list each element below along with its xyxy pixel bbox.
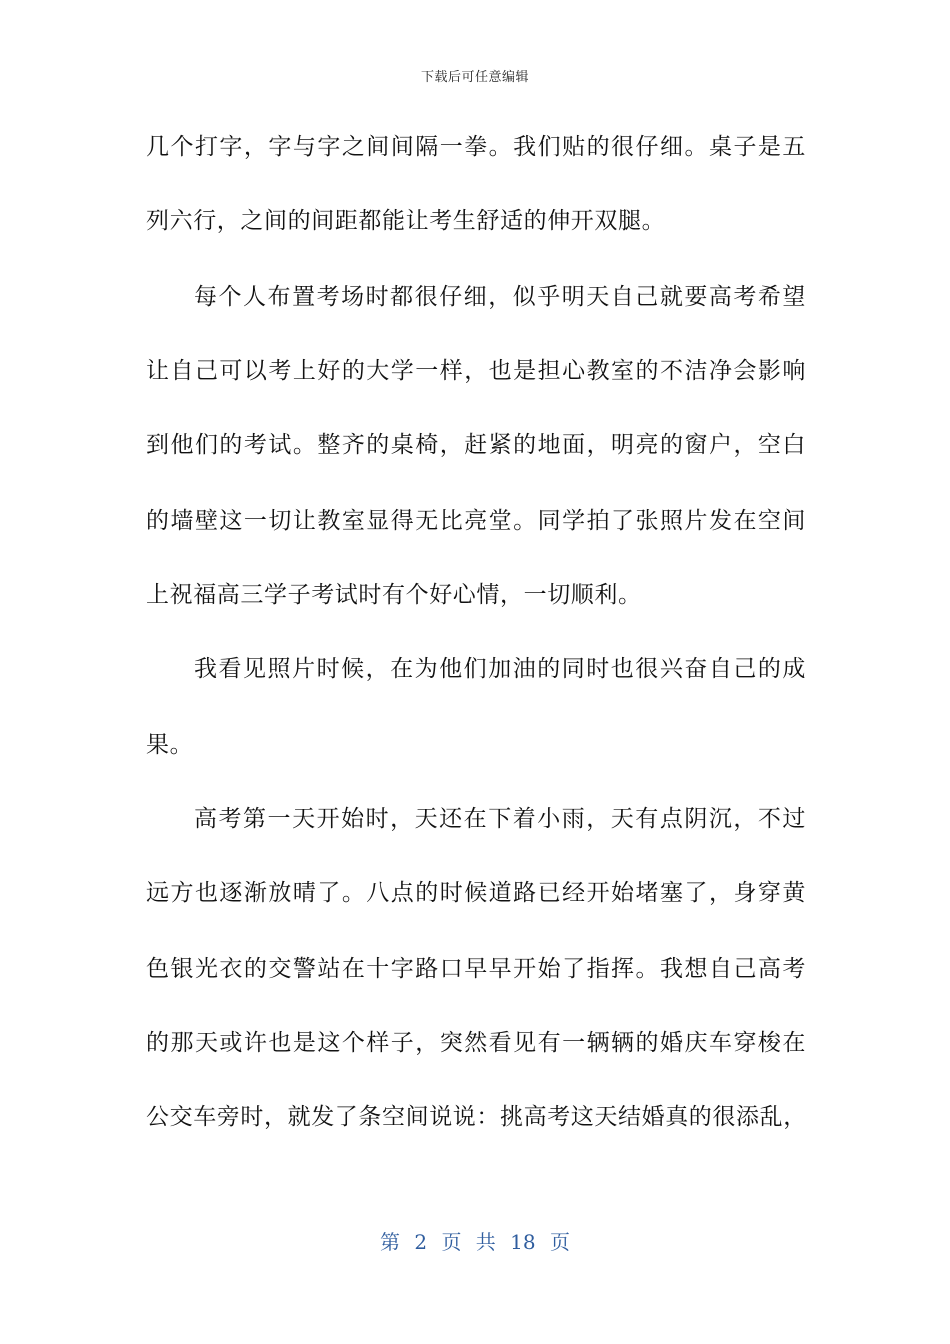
page-footer: 第 2 页 共 18 页 bbox=[380, 1230, 570, 1254]
text-line: 让自己可以考上好的大学一样，也是担心教室的不洁净会影响 bbox=[146, 358, 806, 384]
text-line: 的墙壁这一切让教室显得无比亮堂。同学拍了张照片发在空间 bbox=[146, 508, 806, 534]
text-line: 到他们的考试。整齐的桌椅，赶紧的地面，明亮的窗户，空白 bbox=[146, 432, 806, 458]
text-line: 我看见照片时候，在为他们加油的同时也很兴奋自己的成 bbox=[194, 656, 806, 682]
text-line: 高考第一天开始时，天还在下着小雨，天有点阴沉，不过 bbox=[194, 806, 806, 832]
page-header: 下载后可任意编辑 bbox=[420, 70, 529, 85]
text-line: 每个人布置考场时都很仔细，似乎明天自己就要高考希望 bbox=[194, 284, 806, 310]
text-line: 远方也逐渐放晴了。八点的时候道路已经开始堵塞了，身穿黄 bbox=[146, 880, 806, 906]
text-line: 色银光衣的交警站在十字路口早早开始了指挥。我想自己高考 bbox=[146, 956, 806, 982]
text-line: 上祝福高三学子考试时有个好心情，一切顺利。 bbox=[146, 582, 642, 608]
text-line: 几个打字，字与字之间间隔一拳。我们贴的很仔细。桌子是五 bbox=[146, 134, 806, 160]
text-line: 公交车旁时，就发了条空间说说：挑高考这天结婚真的很添乱， bbox=[146, 1104, 807, 1130]
text-line: 果。 bbox=[146, 732, 194, 758]
text-line: 的那天或许也是这个样子，突然看见有一辆辆的婚庆车穿梭在 bbox=[146, 1030, 806, 1056]
text-line: 列六行，之间的间距都能让考生舒适的伸开双腿。 bbox=[146, 208, 666, 234]
